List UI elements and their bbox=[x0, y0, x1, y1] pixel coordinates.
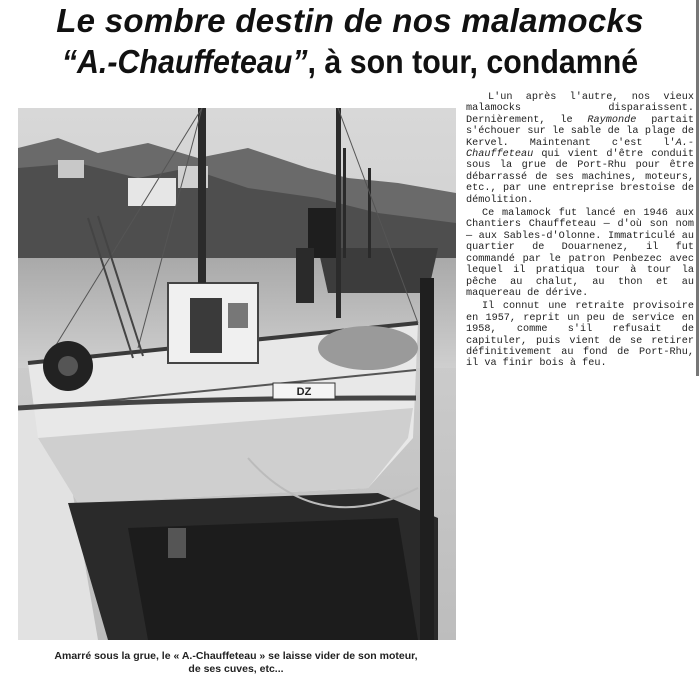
boat-photo bbox=[18, 108, 456, 640]
article-paragraph-1: L'un après l'autre, nos vieux malamocks disparaissent. Dernièrement, le Raymonde partait s'échouer sur le sable de la plage de Kervel. Maintenant c'est l'A.-Chauffeteau qui vient d'être conduit sous la grue de Port-Rhu pour être débarrassé de ses machines, moteurs, etc., par une entreprise brestoise de démolition. bbox=[466, 92, 694, 206]
headline-line-2-rest: , à son tour, condamné bbox=[307, 43, 639, 80]
caption-line-2: de ses cuves, etc... bbox=[188, 663, 284, 676]
scan-border bbox=[696, 0, 699, 376]
boat-photo-image bbox=[18, 108, 456, 640]
headline-line-2 bbox=[28, 45, 672, 78]
caption-line-1: Amarré sous la grue, le « A.-Chauffeteau » se laisse vider de son moteur, bbox=[54, 650, 418, 662]
hull-registration-plate: DZ bbox=[296, 386, 312, 398]
headline-line-1: Le sombre destin de nos malamocks bbox=[56, 2, 644, 39]
article-paragraph-3: Il connut une retraite provisoire en 1957, reprit un peu de service en 1958, comme s'il refusait de capituler, puis vient de se retirer définitivement au fond de Port-Rhu, il va finir bois à feu. bbox=[466, 301, 694, 370]
article-paragraph-2: Ce malamock fut lancé en 1946 aux Chantiers Chauffeteau — d'où son nom — aux Sables-d'Olonne. Immatriculé au quartier de Douarnenez, il fut commandé par le patron Penbezec avec lequel il pratiqua tour à tour la pêche au chalut, au thon et au maquereau de dérive. bbox=[466, 208, 694, 299]
article-body bbox=[466, 92, 694, 372]
photo-caption bbox=[6, 650, 466, 676]
headline bbox=[0, 4, 700, 78]
headline-boat-name: “A.-Chauffeteau” bbox=[61, 43, 308, 80]
